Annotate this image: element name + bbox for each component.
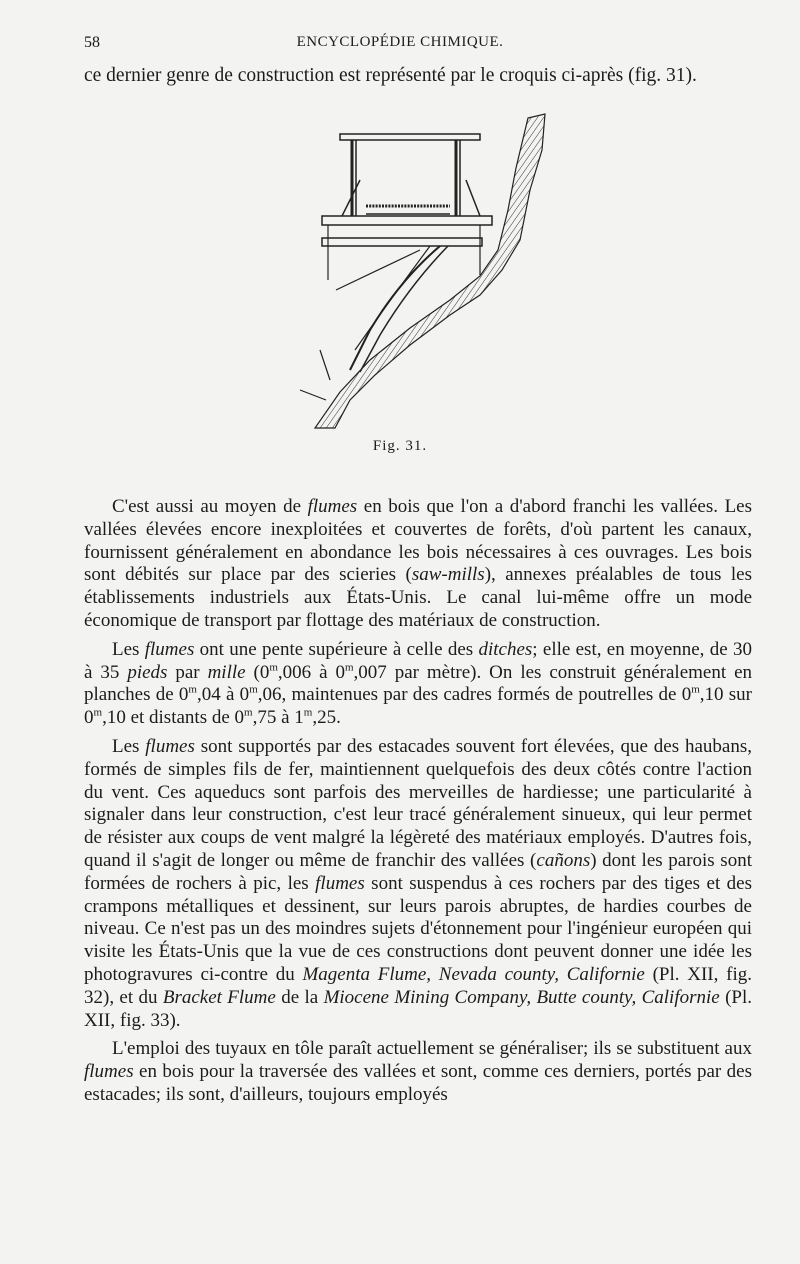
- italic-term: Bracket Flume: [162, 986, 276, 1008]
- unit-superscript: m: [249, 684, 258, 697]
- unit-superscript: m: [691, 684, 700, 697]
- italic-term: flumes: [84, 1061, 134, 1083]
- unit-superscript: m: [93, 706, 103, 719]
- intro-line: ce dernier genre de construction est représenté par le croquis ci-après (fig. 31).: [84, 65, 697, 86]
- italic-term: flumes: [315, 872, 365, 894]
- italic-term: mille: [207, 661, 246, 683]
- italic-term: Miocene Mining Company, Butte county, Californie: [323, 986, 720, 1008]
- page-number: 58: [84, 34, 100, 51]
- figure-caption: Fig. 31.: [372, 438, 428, 454]
- italic-term: saw-mills: [411, 564, 485, 586]
- unit-superscript: m: [269, 661, 278, 674]
- unit-superscript: m: [244, 706, 253, 719]
- running-title: ENCYCLOPÉDIE CHIMIQUE.: [296, 34, 504, 50]
- unit-superscript: m: [344, 661, 354, 674]
- italic-term: pieds: [127, 661, 168, 683]
- paragraph-flumes-bois: C'est aussi au moyen de flumes en bois que l'on a d'abord franchi les vallées. Les vallées élevées encore inexploitées et couvertes de forêts, d'où partent les canaux, fournissent généralement en abondance les bois nécessaires à ces ouvrages. Les bois sont débités sur place par des scieries (saw-mills), annexes préalables de tous les établissements industriels aux États-Unis. Le canal lui-même offre un mode économique de transport par flottage des matériaux de construction.: [84, 496, 753, 631]
- unit-superscript: m: [303, 706, 313, 719]
- flume-bracket-figure: [280, 110, 560, 430]
- italic-term: Magenta Flume, Nevada county, Californie: [302, 963, 645, 985]
- paragraph-tuyaux: L'emploi des tuyaux en tôle paraît actuellement se généraliser; ils se substituent aux flumes en bois pour la traversée des vallées et sont, comme ces derniers, portés par des estacades; ils sont, d'ailleurs, toujours employés: [84, 1038, 752, 1105]
- italic-term: ditches: [478, 638, 533, 660]
- body-text: [84, 496, 752, 1113]
- italic-term: flumes: [144, 638, 195, 660]
- italic-term: flumes: [145, 735, 195, 757]
- page-header: [0, 34, 800, 58]
- paragraph-pente: Les flumes ont une pente supérieure à celle des ditches; elle est, en moyenne, de 30 à 35 pieds par mille (0$^m$,006 à 0$^m$,007 par mètre). On les construit généralement en planches de 0$^m$,04 à 0$^m$,06, maintenues par des cadres formés de poutrelles de 0$^m$,10 sur 0$^m$,10 et distants de 0$^m$,75 à 1$^m$,25.: [84, 638, 753, 729]
- paragraph-estacades: Les flumes sont supportés par des estacades souvent fort élevées, que des haubans, formés de simples fils de fer, maintiennent quelquefois des deux côtés contre l'action du vent. Ces aqueducs sont parfois des merveilles de hardiesse; une particularité à signaler dans leur construction, c'est leur tracé généralement sinueux, qui leur permet de résister aux coups de vent malgré la légèreté des matériaux employés. D'autres fois, quand il s'agit de longer ou même de franchir des vallées (cañons) dont les parois sont formées de rochers à pic, les flumes sont suspendus à ces rochers par des tiges et des crampons métalliques et dessinent, sur leurs parois abruptes, de hardies courbes de niveau. Ce n'est pas un des moindres sujets d'étonnement pour l'ingénieur européen qui visite les États-Unis que la vue de ces constructions dont peuvent donner une idée les photogravures ci-contre du Magenta Flume, Nevada county, Californie (Pl. XII, fig. 32), et du Bracket Flume de la Miocene Mining Company, Butte county, Californie (Pl. XII, fig. 33).: [84, 735, 752, 1031]
- unit-superscript: m: [188, 684, 197, 697]
- italic-term: cañons: [536, 849, 591, 871]
- italic-term: flumes: [307, 496, 358, 517]
